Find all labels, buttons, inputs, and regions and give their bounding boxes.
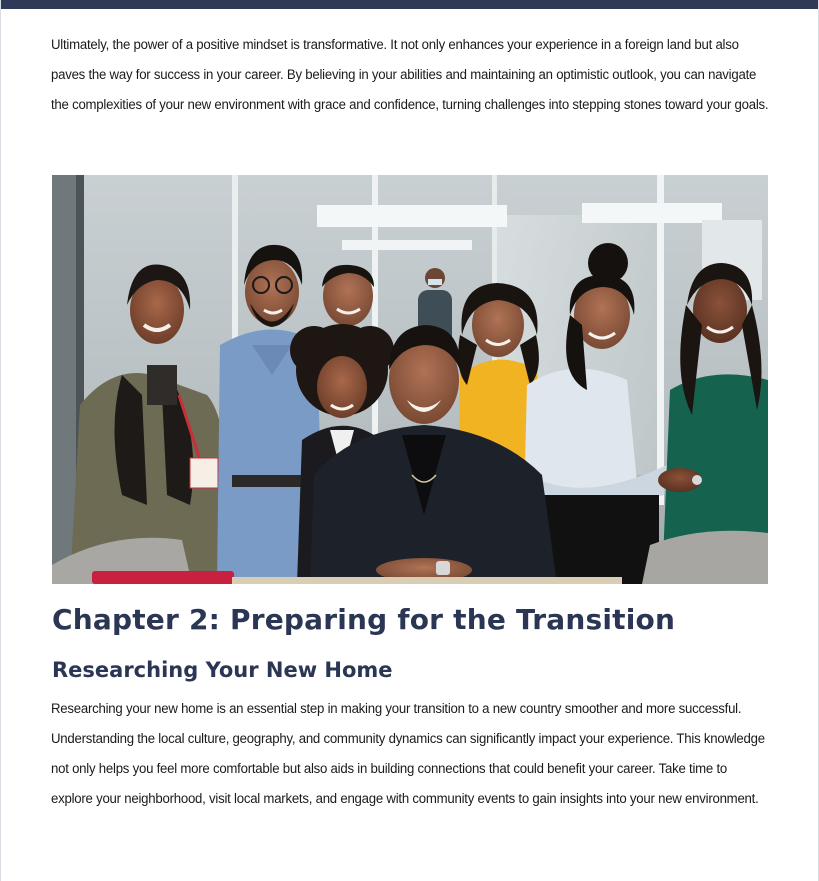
team-photo [52,175,768,584]
section-title: Researching Your New Home [52,658,393,682]
chapter-title: Chapter 2: Preparing for the Transition [52,603,676,636]
intro-paragraph: Ultimately, the power of a positive mindset is transformative. It not only enhances your experience in a foreign land but also paves the way for success in your career. By believing in your abilities and maintaining an optimistic outlook, you can navigate the complexities of your new environment with grace and confidence, turning challenges into stepping stones toward your goals. [51,37,769,113]
section-paragraph: Researching your new home is an essential step in making your transition to a new country smoother and more successful. Understanding the local culture, geography, and community dynamics can significantly impact your experience. This knowledge not only helps you feel more comfortable but also aids in building connections that could benefit your career. Take time to explore your neighborhood, visit local markets, and engage with community events to gain insights into your new environment. [51,701,765,807]
header-bar [1,0,818,9]
